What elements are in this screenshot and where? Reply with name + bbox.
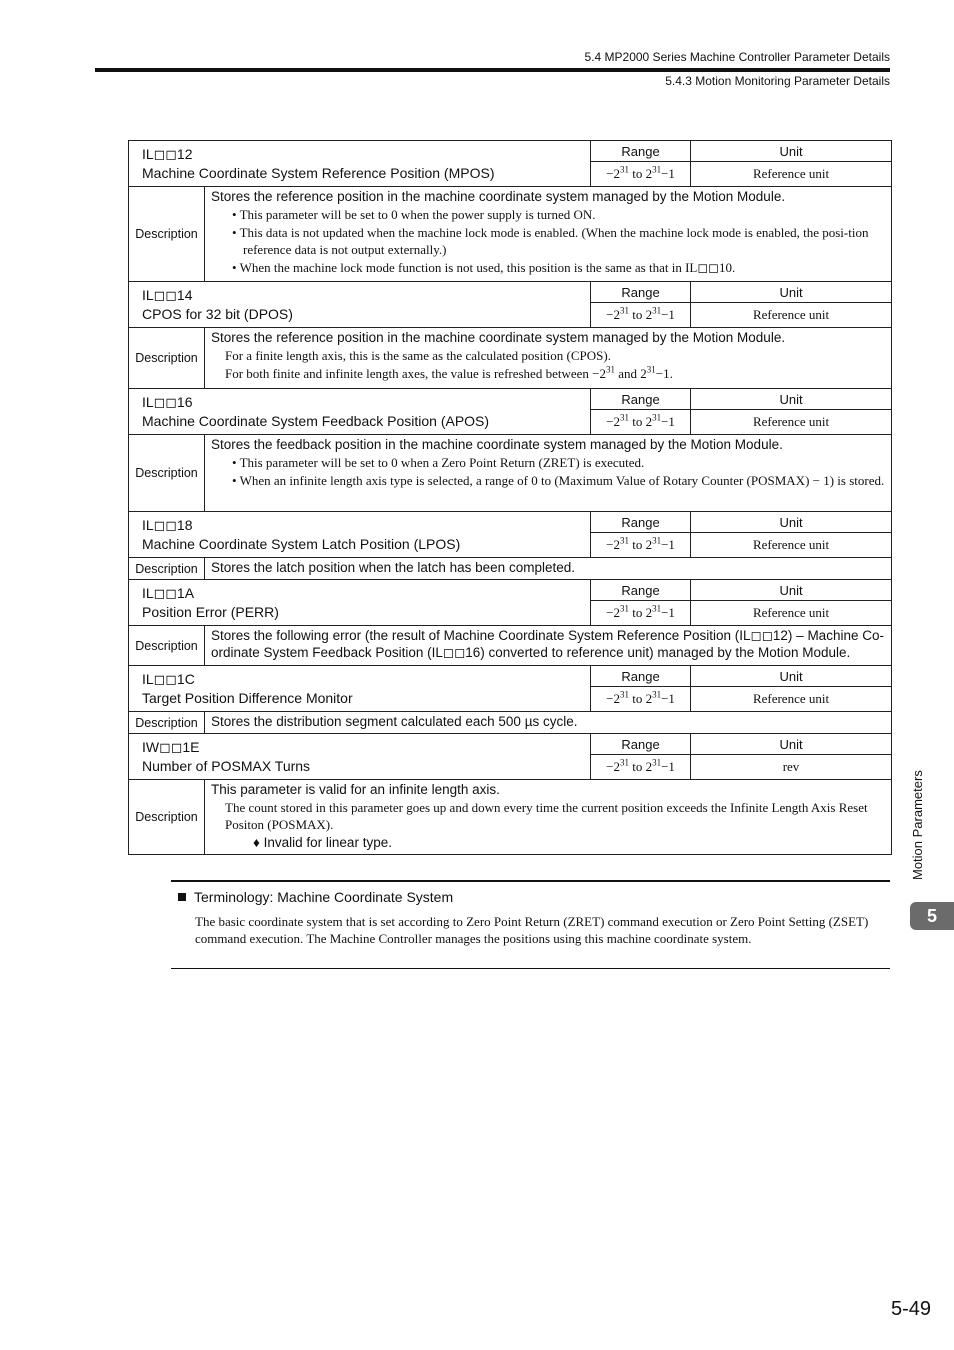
- description-bullet: • When an infinite length axis type is selected, a range of 0 to (Maximum Value of Rotary Counter (POSMAX) − 1) is stored.: [232, 473, 885, 488]
- description-bullet: • When the machine lock mode function is not used, this position is the same as that in IL◻◻10.: [232, 260, 736, 275]
- description-cell: [205, 187, 892, 282]
- terminology-top-rule: [171, 880, 890, 882]
- param-description-row: [129, 328, 892, 389]
- range-value: $-2^{31}$ to $2^{31}-1$: [591, 303, 691, 328]
- unit-value: Reference unit: [691, 687, 892, 712]
- unit-header: Unit: [691, 734, 892, 755]
- param-register: IL◻◻14: [142, 286, 193, 303]
- unit-value: Reference unit: [691, 410, 892, 435]
- param-name: Position Error (PERR): [142, 603, 279, 620]
- unit-header: Unit: [691, 389, 892, 410]
- param-header-row: [129, 666, 892, 687]
- param-description-row: [129, 626, 892, 666]
- terminology-bottom-rule: [171, 968, 890, 969]
- unit-value: Reference unit: [691, 303, 892, 328]
- param-register: IL◻◻18: [142, 516, 193, 533]
- description-cell: [205, 780, 892, 855]
- side-chapter-label: Motion Parameters: [910, 770, 925, 880]
- param-name-cell: [129, 141, 591, 187]
- description-label: Description: [129, 626, 205, 666]
- param-header-row: [129, 282, 892, 303]
- description-cell: [205, 626, 892, 666]
- range-header: Range: [591, 734, 691, 755]
- unit-value: rev: [691, 755, 892, 780]
- parameter-table: [128, 140, 892, 855]
- description-line: For both finite and infinite length axes, the value is refreshed between $-2^{31}$ and $2^{31}-1$.: [225, 364, 673, 381]
- range-header: Range: [591, 141, 691, 162]
- description-label: Description: [129, 328, 205, 389]
- header-rule: [95, 68, 890, 72]
- range-header: Range: [591, 666, 691, 687]
- unit-value: Reference unit: [691, 601, 892, 626]
- description-label: Description: [129, 712, 205, 734]
- param-name: Machine Coordinate System Reference Position (MPOS): [142, 164, 495, 181]
- description-lead: Stores the following error (the result of Machine Coordinate System Reference Position (IL◻◻12) – Machine Co-ordinate System Feedback Position (IL◻◻16) converted to reference unit) managed by the Motion Module.: [211, 628, 884, 660]
- description-bullet: • This parameter will be set to 0 when a Zero Point Return (ZRET) is executed.: [232, 455, 645, 470]
- unit-header: Unit: [691, 580, 892, 601]
- param-name-cell: [129, 580, 591, 626]
- param-description-row: [129, 558, 892, 580]
- param-register: IL◻◻12: [142, 145, 193, 162]
- param-header-row: [129, 734, 892, 755]
- param-name-cell: [129, 282, 591, 328]
- description-lead: Stores the latch position when the latch has been completed.: [211, 560, 575, 575]
- param-register: IW◻◻1E: [142, 738, 200, 755]
- description-cell: [205, 435, 892, 512]
- param-description-row: [129, 780, 892, 855]
- chapter-tab: 5: [910, 902, 954, 930]
- range-value: $-2^{31}$ to $2^{31}-1$: [591, 533, 691, 558]
- range-value: $-2^{31}$ to $2^{31}-1$: [591, 755, 691, 780]
- page-number: 5-49: [890, 1298, 931, 1320]
- description-lead: Stores the feedback position in the machine coordinate system managed by the Motion Module.: [211, 437, 783, 452]
- param-header-row: [129, 512, 892, 533]
- description-diamond-note: ♦ Invalid for linear type.: [253, 835, 392, 850]
- param-name-cell: [129, 389, 591, 435]
- description-lead: Stores the distribution segment calculated each 500 µs cycle.: [211, 714, 578, 729]
- description-cell: [205, 328, 892, 389]
- description-lead: This parameter is valid for an infinite length axis.: [211, 782, 500, 797]
- param-name-cell: [129, 734, 591, 780]
- param-register: IL◻◻1C: [142, 670, 195, 687]
- description-lead: Stores the reference position in the machine coordinate system managed by the Motion Module.: [211, 330, 786, 345]
- param-description-row: [129, 712, 892, 734]
- param-description-row: [129, 435, 892, 512]
- param-name: Machine Coordinate System Feedback Position (APOS): [142, 412, 490, 429]
- param-name: CPOS for 32 bit (DPOS): [142, 305, 293, 322]
- description-line: For a finite length axis, this is the same as the calculated position (CPOS).: [225, 348, 611, 363]
- range-header: Range: [591, 389, 691, 410]
- param-register: IL◻◻1A: [142, 584, 195, 601]
- description-cell: [205, 712, 892, 734]
- range-value: $-2^{31}$ to $2^{31}-1$: [591, 687, 691, 712]
- description-bullet: • This parameter will be set to 0 when the power supply is turned ON.: [232, 207, 596, 222]
- range-header: Range: [591, 512, 691, 533]
- param-header-row: [129, 141, 892, 162]
- range-value: $-2^{31}$ to $2^{31}-1$: [591, 162, 691, 187]
- terminology-title-text: Terminology: Machine Coordinate System: [194, 889, 454, 905]
- square-bullet-icon: [178, 893, 186, 901]
- unit-header: Unit: [691, 512, 892, 533]
- description-line: The count stored in this parameter goes up and down every time the current position exceeds the Infinite Length Axis Reset Positon (POSMAX).: [225, 800, 868, 832]
- terminology-body: The basic coordinate system that is set according to Zero Point Return (ZRET) command execution or Zero Point Setting (ZSET) command execution. The Machine Controller manages the positions using this machine coordinate system.: [195, 914, 869, 946]
- param-name-cell: [129, 666, 591, 712]
- description-cell: [205, 558, 892, 580]
- range-value: $-2^{31}$ to $2^{31}-1$: [591, 601, 691, 626]
- range-header: Range: [591, 580, 691, 601]
- param-name: Machine Coordinate System Latch Position (LPOS): [142, 535, 461, 552]
- param-name: Number of POSMAX Turns: [142, 757, 311, 774]
- terminology-title: [178, 889, 453, 905]
- description-lead: Stores the reference position in the machine coordinate system managed by the Motion Module.: [211, 189, 786, 204]
- unit-header: Unit: [691, 141, 892, 162]
- param-header-row: [129, 580, 892, 601]
- param-description-row: [129, 187, 892, 282]
- range-value: $-2^{31}$ to $2^{31}-1$: [591, 410, 691, 435]
- unit-header: Unit: [691, 666, 892, 687]
- unit-header: Unit: [691, 282, 892, 303]
- param-register: IL◻◻16: [142, 393, 193, 410]
- section-header: 5.4 MP2000 Series Machine Controller Parameter Details: [584, 50, 890, 64]
- description-label: Description: [129, 435, 205, 512]
- subsection-header: 5.4.3 Motion Monitoring Parameter Details: [665, 74, 890, 88]
- description-label: Description: [129, 187, 205, 282]
- unit-value: Reference unit: [691, 162, 892, 187]
- range-header: Range: [591, 282, 691, 303]
- unit-value: Reference unit: [691, 533, 892, 558]
- description-label: Description: [129, 780, 205, 855]
- param-name-cell: [129, 512, 591, 558]
- param-header-row: [129, 389, 892, 410]
- description-label: Description: [129, 558, 205, 580]
- description-bullet: • This data is not updated when the machine lock mode is enabled. (When the machine lock mode is enabled, the posi-tion reference data is not output externally.): [232, 225, 869, 257]
- param-name: Target Position Difference Monitor: [142, 689, 353, 706]
